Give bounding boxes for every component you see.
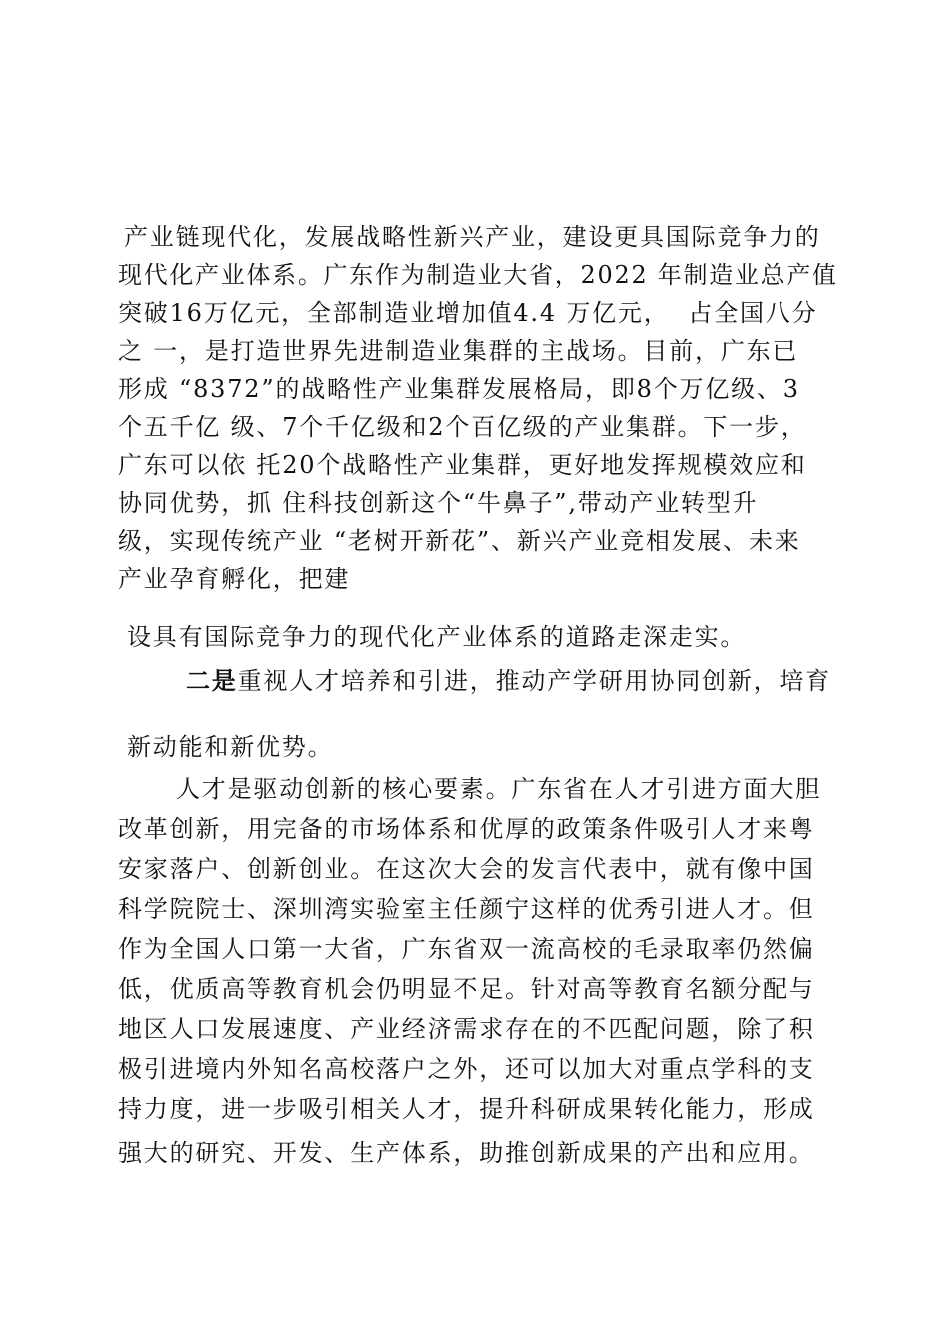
paragraph1-line-3: 突破16万亿元，全部制造业增加值4.4 万亿元， 占全国八分	[118, 299, 818, 327]
paragraph2-line-8: 极引进境内外知名高校落户之外，还可以加大对重点学科的支	[118, 1055, 815, 1083]
paragraph2-line-4: 科学院院士、深圳湾实验室主任颜宁这样的优秀引进人才。但	[118, 895, 815, 923]
paragraph2-line-9: 持力度，进一步吸引相关人才，提升科研成果转化能力，形成	[118, 1095, 815, 1123]
paragraph1-line-1: 产业链现代化，发展战略性新兴产业，建设更具国际竞争力的	[124, 223, 821, 251]
paragraph1-line-7: 广东可以依 托20个战略性产业集群，更好地发挥规模效应和	[118, 451, 807, 479]
paragraph1-line-6: 个五千亿 级、7个千亿级和2个百亿级的产业集群。下一步，	[118, 413, 807, 441]
paragraph1-line-8: 协同优势，抓 住科技创新这个“牛鼻子”,带动产业转型升	[118, 489, 759, 517]
paragraph1-line-10: 产业孕育孵化，把建	[118, 565, 351, 593]
paragraph1-line-9: 级，实现传统产业 “老树开新花”、新兴产业竞相发展、未来	[118, 527, 801, 555]
section-heading-line-2: 新动能和新优势。	[127, 733, 334, 761]
paragraph2-line-5: 作为全国人口第一大省，广东省双一流高校的毛录取率仍然偏	[118, 935, 815, 963]
paragraph1-line-2: 现代化产业体系。广东作为制造业大省，2022 年制造业总产值	[118, 261, 838, 289]
paragraph2-line-6: 低，优质高等教育机会仍明显不足。针对高等教育名额分配与	[118, 975, 815, 1003]
paragraph1-line-5: 形成 “8372”的战略性产业集群发展格局，即8个万亿级、3	[118, 375, 800, 403]
paragraph1-tail: 设具有国际竞争力的现代化产业体系的道路走深走实。	[127, 623, 747, 651]
section-heading-text: 重视人才培养和引进，推动产学研用协同创新，培育	[237, 667, 832, 695]
paragraph2-line-3: 安家落户、创新创业。在这次大会的发言代表中，就有像中国	[118, 855, 815, 883]
paragraph1-line-4: 之 一，是打造世界先进制造业集群的主战场。目前，广东已	[118, 337, 799, 365]
paragraph2-line-7: 地区人口发展速度、产业经济需求存在的不匹配问题，除了积	[118, 1015, 815, 1043]
paragraph2-line-1: 人才是驱动创新的核心要素。广东省在人才引进方面大胆	[176, 775, 821, 803]
paragraph2-line-10: 强大的研究、开发、生产体系，助推创新成果的产出和应用。	[118, 1139, 815, 1167]
paragraph2-line-2: 改革创新，用完备的市场体系和优厚的政策条件吸引人才来粤	[118, 815, 815, 843]
section-heading	[186, 666, 831, 696]
section-heading-label: 二是	[186, 666, 238, 695]
